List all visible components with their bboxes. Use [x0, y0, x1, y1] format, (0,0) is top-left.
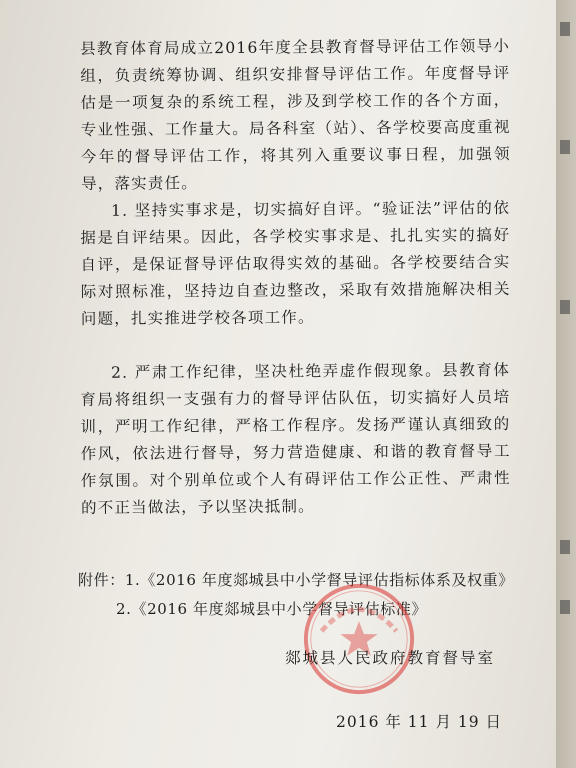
paragraph-work-discipline [80, 357, 511, 522]
signing-date: 2016 年 11 月 19 日 [336, 713, 503, 731]
ink-mark [560, 600, 570, 614]
ink-mark [560, 140, 570, 154]
paragraph-leadership [80, 33, 511, 198]
ink-mark [560, 300, 570, 314]
ink-mark [560, 22, 570, 36]
adjacent-page-edge [556, 0, 576, 768]
official-seal [300, 580, 418, 698]
ink-mark [560, 540, 570, 554]
paragraph-text: 县教育体育局成立2016年度全县教育督导评估工作领导小组，负责统筹协调、组织安排督导评估工作。年度督导评估是一项复杂的系统工程，涉及到学校工作的各个方面，专业性强、工作量大。局各科室（站）、各学校要高度重视今年的督导评估工作，将其列入重要议事日程，加强领导，落实责任。 [80, 36, 511, 193]
attachment-item: 1.《2016 年度郯城县中小学督导评估指标体系及权重》 [124, 571, 514, 589]
paragraph-self-evaluation [80, 195, 511, 333]
attachment-item: 2.《2016 年度郯城县中小学督导评估标准》 [116, 600, 428, 618]
paragraph-text: 2. 严肃工作纪律，坚决杜绝弄虚作假现象。县教育体育局将组织一支强有力的督导评估队伍，切实搞好人员培训，严明工作纪律，严格工作程序。发扬严谨认真细致的作风，依法进行督导，努力营造健康、和谐的教育督导工作氛围。对个别单位或个人有碍评估工作公正性、严肃性的不正当做法，予以坚决抵制。 [80, 360, 511, 517]
signing-organization: 郯城县人民政府教育督导室 [285, 649, 496, 667]
attachment-label: 附件： [78, 571, 125, 589]
paragraph-text: 1. 坚持实事求是，切实搞好自评。“验证法”评估的依据是自评结果。因此，各学校实事求是、扎扎实实的搞好自评，是保证督导评估取得实效的基础。各学校要结合实际对照标准，坚持边自查边整改，采取有效措施解决相关问题，扎实推进学校各项工作。 [80, 198, 511, 328]
